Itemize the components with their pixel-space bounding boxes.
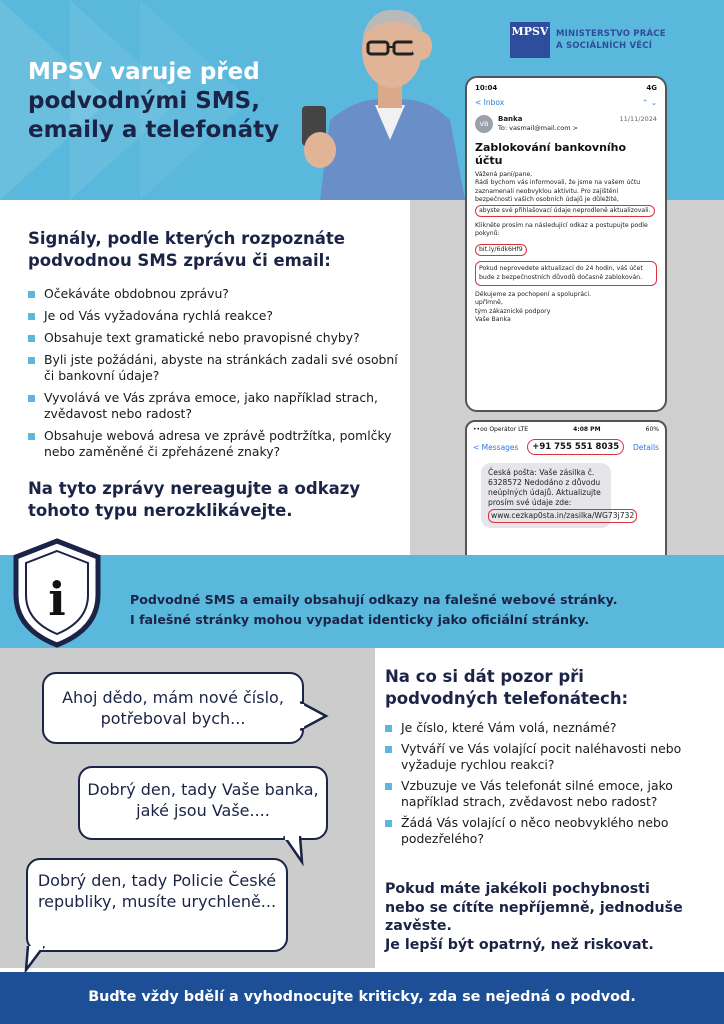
status-signal: 4G bbox=[646, 84, 657, 92]
highlighted-threat: Pokud neprovedete aktualizaci do 24 hodin, váš účet bude z bezpečnostních důvodů dočasně zablokován. bbox=[475, 261, 657, 286]
email-paragraph: Rádi bychom vás informovali, že jsme na vašem účtu zaznamenali neobvyklou aktivitu. Pro zajištění bezpečnosti vašich osobních údajů je důležité, bbox=[475, 179, 641, 204]
email-phone-mockup bbox=[465, 76, 667, 412]
email-closing: upřímně, bbox=[475, 299, 503, 307]
title-line-1: MPSV varuje před bbox=[28, 59, 260, 85]
sms-message-bubble bbox=[481, 463, 635, 528]
band-line-1: Podvodné SMS a emaily obsahují odkazy na falešné webové stránky. bbox=[130, 592, 618, 607]
email-closing: tým zákaznické podpory bbox=[475, 307, 551, 315]
man-with-phone-illustration bbox=[300, 0, 480, 200]
email-closing: Děkujeme za pochopení a spolupráci. bbox=[475, 291, 592, 299]
phone-status-bar bbox=[475, 84, 657, 92]
speech-bubble-bank: Dobrý den, tady Vaše banka, jaké jsou Vaše.... bbox=[78, 766, 328, 840]
svg-text:i: i bbox=[48, 572, 66, 626]
email-sender-row bbox=[475, 115, 657, 133]
sms-signals-section bbox=[28, 228, 403, 466]
list-item: Byli jste požádáni, abyste na stránkách zadali své osobní či bankovní údaje? bbox=[28, 352, 403, 384]
ministry-name bbox=[556, 28, 666, 52]
mpsv-logo-mark bbox=[510, 22, 550, 58]
email-greeting: Vážená paní/pane, bbox=[475, 171, 533, 178]
avatar: VB bbox=[475, 115, 493, 133]
title-line-2: podvodnými SMS, bbox=[28, 88, 260, 114]
speech-bubble-police: Dobrý den, tady Policie České republiky, musíte urychleně... bbox=[26, 858, 288, 952]
email-closing: Vaše Banka bbox=[475, 316, 511, 324]
email-nav bbox=[475, 98, 657, 107]
calls-warning-line-1: Pokud máte jakékoli pochybnosti nebo se cítíte nepříjemně, jednoduše zavěste. bbox=[385, 881, 683, 934]
sender-number: +91 755 551 8035 bbox=[527, 439, 624, 455]
calls-list bbox=[385, 720, 685, 847]
band-message bbox=[130, 590, 700, 630]
title-line-3: emaily a telefonáty bbox=[28, 117, 280, 143]
signals-heading: Signály, podle kterých rozpoznáte podvodnou SMS zprávu či email: bbox=[28, 229, 345, 270]
ministry-name-line-1: MINISTERSTVO PRÁCE bbox=[556, 29, 666, 39]
calls-heading: Na co si dát pozor při podvodných telefonátech: bbox=[385, 667, 629, 708]
speech-tail-icon bbox=[20, 946, 48, 974]
status-time: 4:08 PM bbox=[573, 426, 601, 433]
list-item: Žádá Vás volající o něco neobvyklého nebo podezřelého? bbox=[385, 815, 685, 847]
email-subject: Zablokování bankovního účtu bbox=[475, 141, 627, 167]
signals-list bbox=[28, 286, 403, 460]
recipient: To: vasmail@mail.com > bbox=[498, 124, 579, 132]
footer-message: Buďte vždy bdělí a vyhodnocujte kriticky, zda se nejedná o podvod. bbox=[88, 989, 636, 1005]
email-date: 11/11/2024 bbox=[619, 115, 657, 123]
list-item: Obsahuje text gramatické nebo pravopisné chyby? bbox=[28, 330, 403, 346]
phone-calls-section bbox=[385, 666, 685, 852]
status-battery: 60% bbox=[645, 426, 659, 433]
speech-bubble-grandson: Ahoj dědo, mám nové číslo, potřeboval bych... bbox=[42, 672, 304, 744]
status-carrier: ••oo Operátor LTE bbox=[473, 426, 529, 433]
page-title bbox=[28, 58, 318, 145]
shield-info-icon bbox=[10, 537, 104, 649]
sender-name: Banka bbox=[498, 115, 523, 123]
sender-info bbox=[498, 115, 620, 133]
ministry-name-line-2: A SOCIÁLNÍCH VĚCÍ bbox=[556, 41, 653, 51]
list-item: Očekáváte obdobnou zprávu? bbox=[28, 286, 403, 302]
email-paragraph: Klikněte prosím na následující odkaz a postupujte podle pokynů: bbox=[475, 222, 648, 238]
list-item: Vyvolává ve Vás zpráva emoce, jako například strach, zvědavost nebo radost? bbox=[28, 390, 403, 422]
messages-back-link[interactable]: < Messages bbox=[473, 442, 519, 452]
calls-warning bbox=[385, 880, 685, 954]
status-time: 10:04 bbox=[475, 84, 498, 92]
sms-text: Česká pošta: Vaše zásilka č. 6328572 Nedodáno z důvodu neúplných údajů. Aktualizujte prosím své údaje zde: bbox=[488, 468, 601, 507]
list-item: Je od Vás vyžadována rychlá reakce? bbox=[28, 308, 403, 324]
ministry-logo bbox=[510, 22, 710, 62]
logo-mark-text: MPSV bbox=[511, 25, 549, 38]
speech-tail-icon bbox=[282, 836, 308, 866]
suspicious-link[interactable]: bit.ly/6dk6Hf9 bbox=[475, 244, 527, 256]
sms-nav bbox=[473, 439, 659, 455]
email-body bbox=[475, 171, 657, 325]
details-link[interactable]: Details bbox=[632, 442, 659, 452]
list-item: Vzbuzuje ve Vás telefonát silné emoce, jako například strach, zvědavost nebo radost? bbox=[385, 778, 685, 810]
inbox-back-link[interactable]: < Inbox bbox=[475, 98, 505, 107]
phone-status-bar bbox=[473, 426, 659, 433]
list-item: Je číslo, které Vám volá, neznámé? bbox=[385, 720, 685, 736]
speech-tail-icon bbox=[300, 700, 330, 734]
band-line-2: I falešné stránky mohou vypadat identicky jako oficiální stránky. bbox=[130, 612, 590, 627]
highlighted-phrase: abyste své přihlašovací údaje neprodleně aktualizovali. bbox=[475, 205, 655, 217]
list-item: Vytváří ve Vás volající pocit naléhavosti nebo vyžaduje rychlou reakci? bbox=[385, 741, 685, 773]
list-item: Obsahuje webová adresa ve zprávě podtržítka, pomlčky nebo zaměněné či zpřeházené znaky? bbox=[28, 428, 403, 460]
suspicious-link[interactable]: www.cezkap0sta.in/zasilka/WG73j732 bbox=[488, 509, 637, 523]
prev-next-arrows-icon[interactable]: ⌃ ⌄ bbox=[642, 98, 657, 107]
calls-warning-line-2: Je lepší být opatrný, než riskovat. bbox=[385, 936, 654, 953]
sms-warning: Na tyto zprávy nereagujte a odkazy tohoto typu nerozklikávejte. bbox=[28, 479, 361, 520]
